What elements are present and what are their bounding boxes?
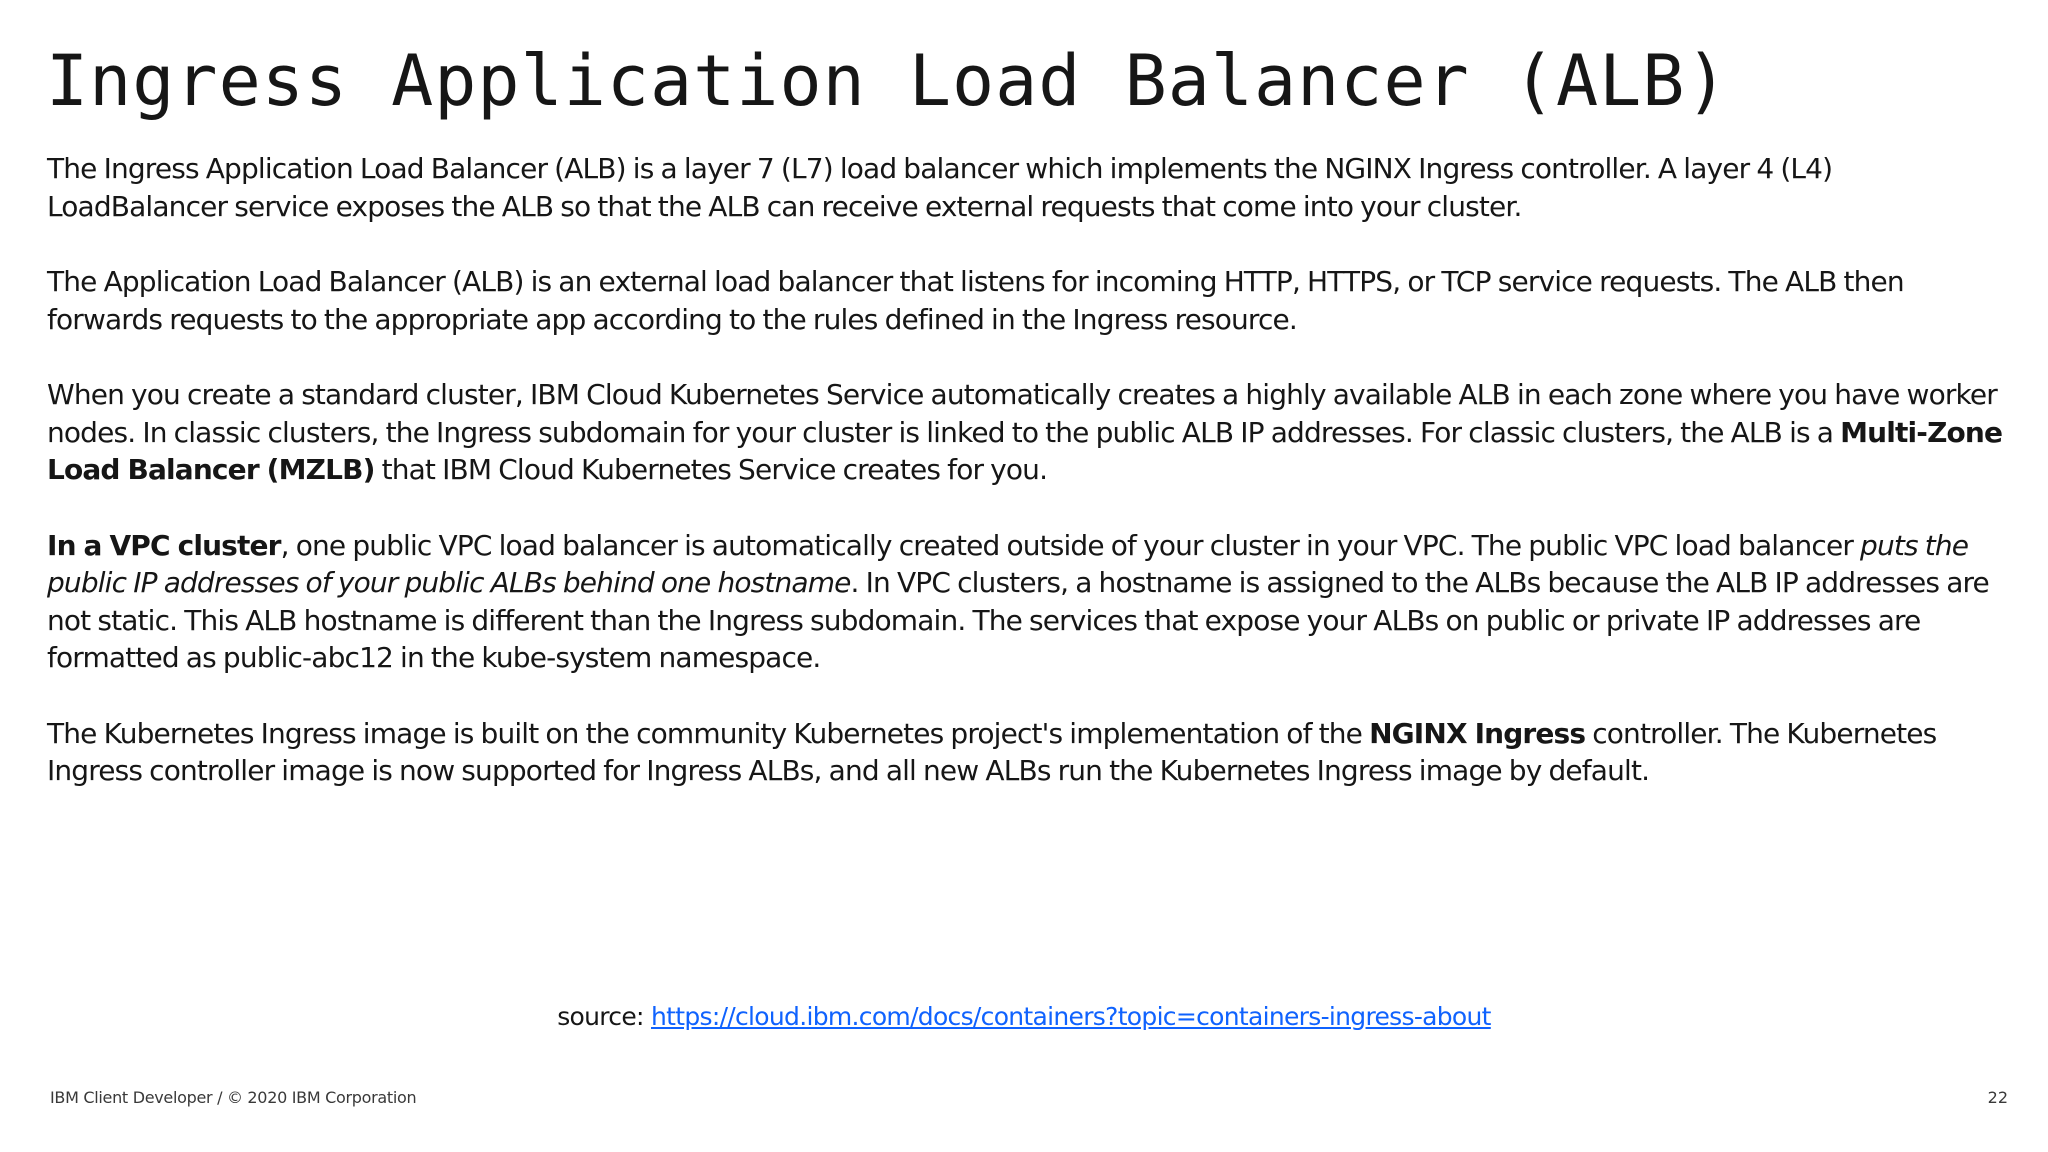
paragraph-standard-cluster — [47, 376, 2017, 489]
mzlb-bold: Multi-Zone Load Balancer (MZLB) — [47, 415, 2003, 486]
source-link[interactable]: https://cloud.ibm.com/docs/containers?topic=containers-ingress-about — [651, 1002, 1491, 1031]
slide-body — [47, 150, 2017, 828]
paragraph-alb-intro — [47, 150, 2017, 225]
source-line — [0, 1000, 2048, 1034]
paragraph-standard-cluster-end: that IBM Cloud Kubernetes Service creates for you. — [374, 453, 1048, 486]
paragraph-nginx-ingress-end: controller. The Kubernetes Ingress controller image is now supported for Ingress ALBs, and all new ALBs run the Kubernetes Ingress image by default. — [47, 716, 1937, 787]
paragraph-alb-external — [47, 263, 2017, 338]
paragraph-alb-external-text: The Application Load Balancer (ALB) is an external load balancer that listens for incoming HTTP, HTTPS, or TCP service requests. The ALB then forwards requests to the appropriate app according to the rules defined in the Ingress resource. — [47, 265, 1904, 336]
hostname-italic: puts the public IP addresses of your public ALBs behind one hostname — [47, 528, 1969, 599]
nginx-ingress-bold: NGINX Ingress — [1369, 716, 1586, 750]
paragraph-vpc-cluster — [47, 527, 2017, 677]
paragraph-alb-intro-text: The Ingress Application Load Balancer (ALB) is a layer 7 (L7) load balancer which implements the NGINX Ingress controller. A layer 4 (L4) LoadBalancer service exposes the ALB so that the ALB can receive external requests that come into your cluster. — [47, 152, 1833, 223]
paragraph-nginx-ingress — [47, 715, 2017, 790]
footer-copyright: IBM Client Developer / © 2020 IBM Corporation — [50, 1088, 417, 1107]
slide-title: Ingress Application Load Balancer (ALB) — [46, 40, 1729, 122]
paragraph-standard-cluster-text: When you create a standard cluster, IBM Cloud Kubernetes Service automatically creates a highly available ALB in each zone where you have worker nodes. In classic clusters, the Ingress subdomain for your cluster is linked to the public ALB IP addresses. For classic clusters, the ALB is a — [47, 378, 1997, 449]
paragraph-nginx-ingress-text: The Kubernetes Ingress image is built on the community Kubernetes project's implementation of the — [47, 716, 1370, 750]
page-number: 22 — [1987, 1088, 2008, 1107]
source-label: source: — [557, 1002, 651, 1031]
vpc-cluster-bold: In a VPC cluster — [47, 528, 281, 562]
paragraph-vpc-cluster-text: , one public VPC load balancer is automatically created outside of your cluster in your VPC. The public VPC load balancer — [280, 528, 1861, 562]
paragraph-vpc-cluster-end: . In VPC clusters, a hostname is assigned to the ALBs because the ALB IP addresses are not static. This ALB hostname is different than the Ingress subdomain. The services that expose your ALBs on public or private IP addresses are formatted as public-abc12 in the kube-system namespace. — [47, 566, 1989, 674]
